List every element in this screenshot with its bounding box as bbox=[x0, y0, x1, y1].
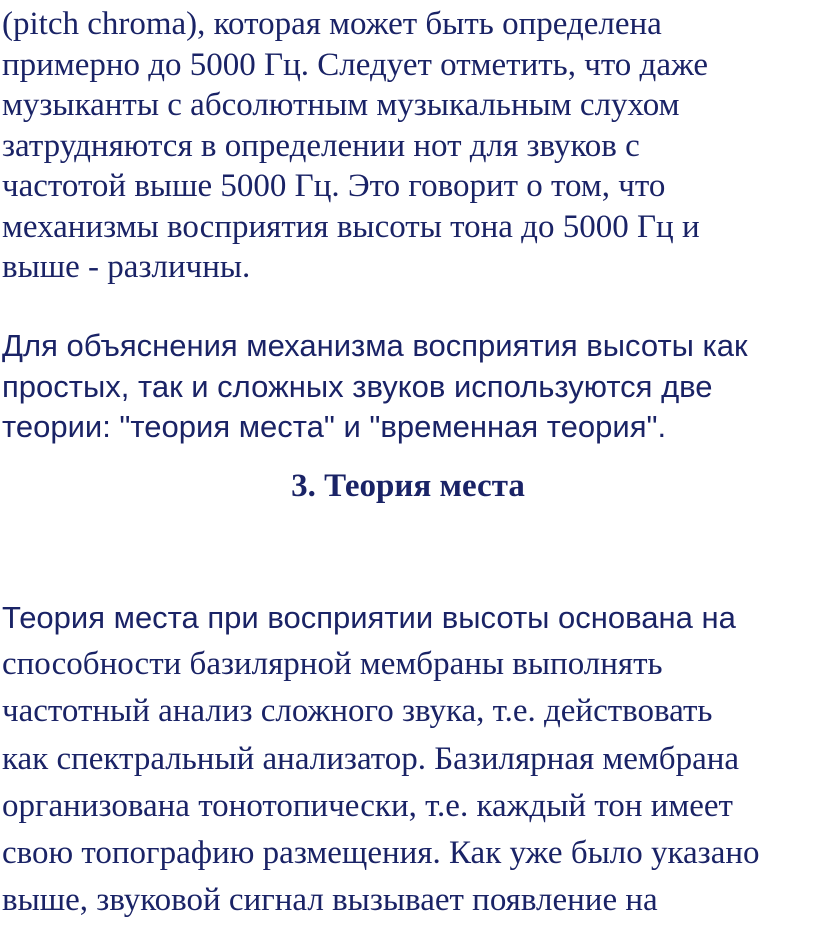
text-line: затрудняются в определении нот для звуков с bbox=[2, 127, 640, 164]
section-heading: 3. Теория места bbox=[291, 468, 525, 504]
paragraph-pitch-chroma bbox=[2, 4, 708, 288]
paragraph-theories-intro bbox=[2, 326, 748, 448]
text-line: организована тонотопически, т.е. каждый тон имеет bbox=[2, 787, 733, 824]
text-line: Теория места при восприятии высоты основана на bbox=[2, 600, 736, 635]
text-line: как спектральный анализатор. Базилярная мембрана bbox=[2, 740, 740, 777]
text-line: свою топографию размещения. Как уже было указано bbox=[2, 835, 760, 872]
text-line: выше - различны. bbox=[2, 249, 251, 285]
text-line: выше, звуковой сигнал вызывает появление на bbox=[2, 882, 658, 919]
paragraph-place-theory bbox=[2, 594, 760, 924]
text-line: механизмы восприятия высоты тона до 5000 Гц и bbox=[2, 208, 700, 245]
text-line: частотой выше 5000 Гц. Это говорит о том, что bbox=[2, 168, 666, 204]
text-line: Для объяснения механизма восприятия высоты как bbox=[2, 328, 748, 363]
text-line: примерно до 5000 Гц. Следует отметить, что даже bbox=[2, 46, 709, 83]
text-line: музыканты с абсолютным музыкальным слухом bbox=[2, 87, 680, 123]
text-line: частотный анализ сложного звука, т.е. действовать bbox=[2, 693, 713, 730]
text-line: простых, так и сложных звуков используются две bbox=[2, 368, 713, 404]
text-line: способности базилярной мембраны выполнять bbox=[2, 646, 663, 683]
text-line: теории: "теория места" и "временная теория". bbox=[2, 409, 667, 444]
text-line: (pitch chroma), которая может быть определена bbox=[2, 6, 662, 42]
